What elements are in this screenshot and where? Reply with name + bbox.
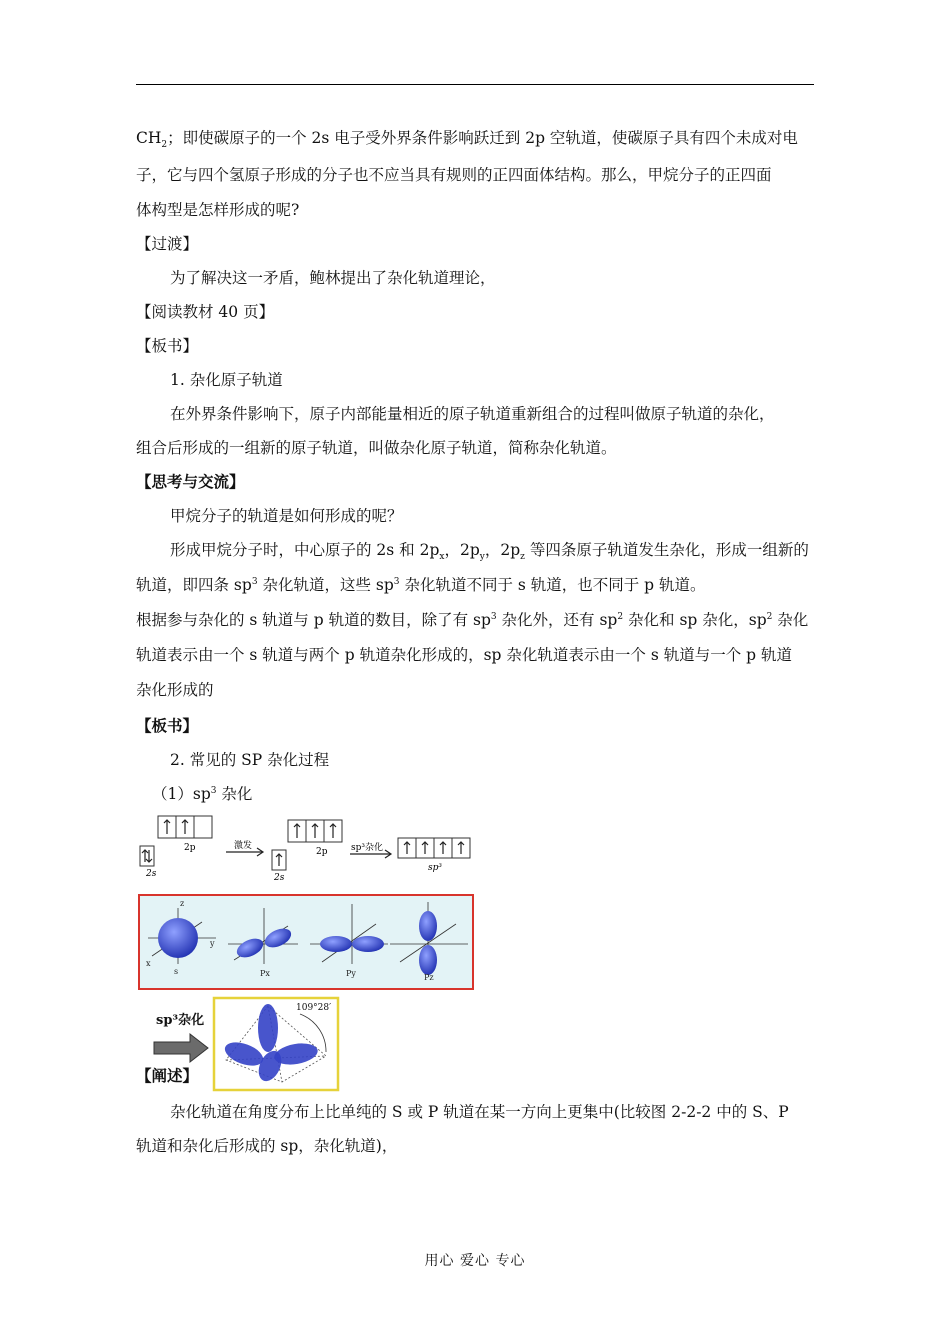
paragraph1-line3: 体构型是怎样形成的呢? <box>136 201 300 219</box>
label-px: Px <box>260 969 270 978</box>
section2-subtitle: $(1)sp^3$ 杂化 <box>152 785 253 803</box>
think-answer-line2: 轨道，即四条 $sp^3$ 杂化轨道，这些 $sp^3$ 杂化轨道不同于 s 轨道，也不同于 p 轨道。 <box>136 576 706 594</box>
page-footer: 用心 爱心 专心 <box>424 1253 526 1269</box>
explain-line2: 轨道和杂化后形成的 sp，杂化轨道)， <box>136 1137 398 1155</box>
section1-title: 1. 杂化原子轨道 <box>170 371 283 389</box>
paragraph1-line2: 子，它与四个氢原子形成的分子也不应当具有规则的正四面体结构。那么，甲烷分子的正四面 <box>136 166 772 184</box>
label-sp3: sp³ <box>428 863 442 873</box>
section2-title: 2. 常见的 SP 杂化过程 <box>170 751 330 769</box>
paragraph1-line1: $CH_2$；即使碳原子的一个 2s 电子受外界条件影响跃迁到 2p 空轨道，使碳原子具有四个未成对电 <box>136 129 798 151</box>
section1-def-line1: 在外界条件影响下，原子内部能量相近的原子轨道重新组合的过程叫做原子轨道的杂化， <box>170 405 775 423</box>
angle-label: 109°28′ <box>296 1003 332 1013</box>
label-2s: 2s <box>146 869 157 879</box>
axis-y-label: y <box>210 939 215 948</box>
axis-z-label: z <box>180 899 185 908</box>
orbital-shapes-diagram <box>138 894 474 990</box>
orbital-box-diagram <box>138 812 478 882</box>
section1-def-line2: 组合后形成的一组新的原子轨道，叫做杂化原子轨道，简称杂化轨道。 <box>136 439 617 457</box>
heading-think: 【思考与交流】 <box>136 472 245 491</box>
heading-read: 【阅读教材 40 页】 <box>136 303 275 321</box>
sp3-hybrid-label: sp³杂化 <box>156 1013 205 1028</box>
heading-board2: 【板书】 <box>136 716 199 735</box>
think-question: 甲烷分子的轨道是如何形成的呢？ <box>170 507 403 525</box>
s-orbital <box>158 918 198 958</box>
label-2s-excited: 2s <box>274 873 285 882</box>
types-line3: 杂化形成的 <box>136 681 214 699</box>
heading-explain: 【阐述】 <box>136 1066 199 1085</box>
label-hybrid: sp³杂化 <box>351 843 383 853</box>
explain-line1: 杂化轨道在角度分布上比单纯的 S 或 P 轨道在某一方向上更集中(比较图 2-2-2 中的 S、P <box>170 1103 789 1121</box>
axis-x-label: x <box>146 959 151 968</box>
label-pz: Pz <box>424 973 434 982</box>
label-2p: 2p <box>184 843 196 853</box>
arrow-right-icon <box>154 1034 208 1062</box>
header-rule <box>136 84 814 85</box>
heading-transition: 【过渡】 <box>136 235 199 253</box>
text-transition: 为了解决这一矛盾，鲍林提出了杂化轨道理论， <box>170 269 496 287</box>
think-answer-line1: 形成甲烷分子时，中心原子的 2s 和 $2p_x$，$2p_y$，$2p_z$ 等四条原子轨道发生杂化，形成一组新的 <box>170 541 809 563</box>
label-s: s <box>174 967 179 976</box>
types-line1: 根据参与杂化的 s 轨道与 p 轨道的数目，除了有 $sp^3$ 杂化外，还有 $sp^2$ 杂化和 sp 杂化，$sp^2$ 杂化 <box>136 611 809 629</box>
label-py: Py <box>346 969 356 978</box>
heading-board1: 【板书】 <box>136 337 199 355</box>
label-2p-excited: 2p <box>316 847 328 857</box>
types-line2: 轨道表示由一个 s 轨道与两个 p 轨道杂化形成的，sp 杂化轨道表示由一个 s 轨道与一个 p 轨道 <box>136 646 792 664</box>
label-excite: 激发 <box>234 841 253 851</box>
